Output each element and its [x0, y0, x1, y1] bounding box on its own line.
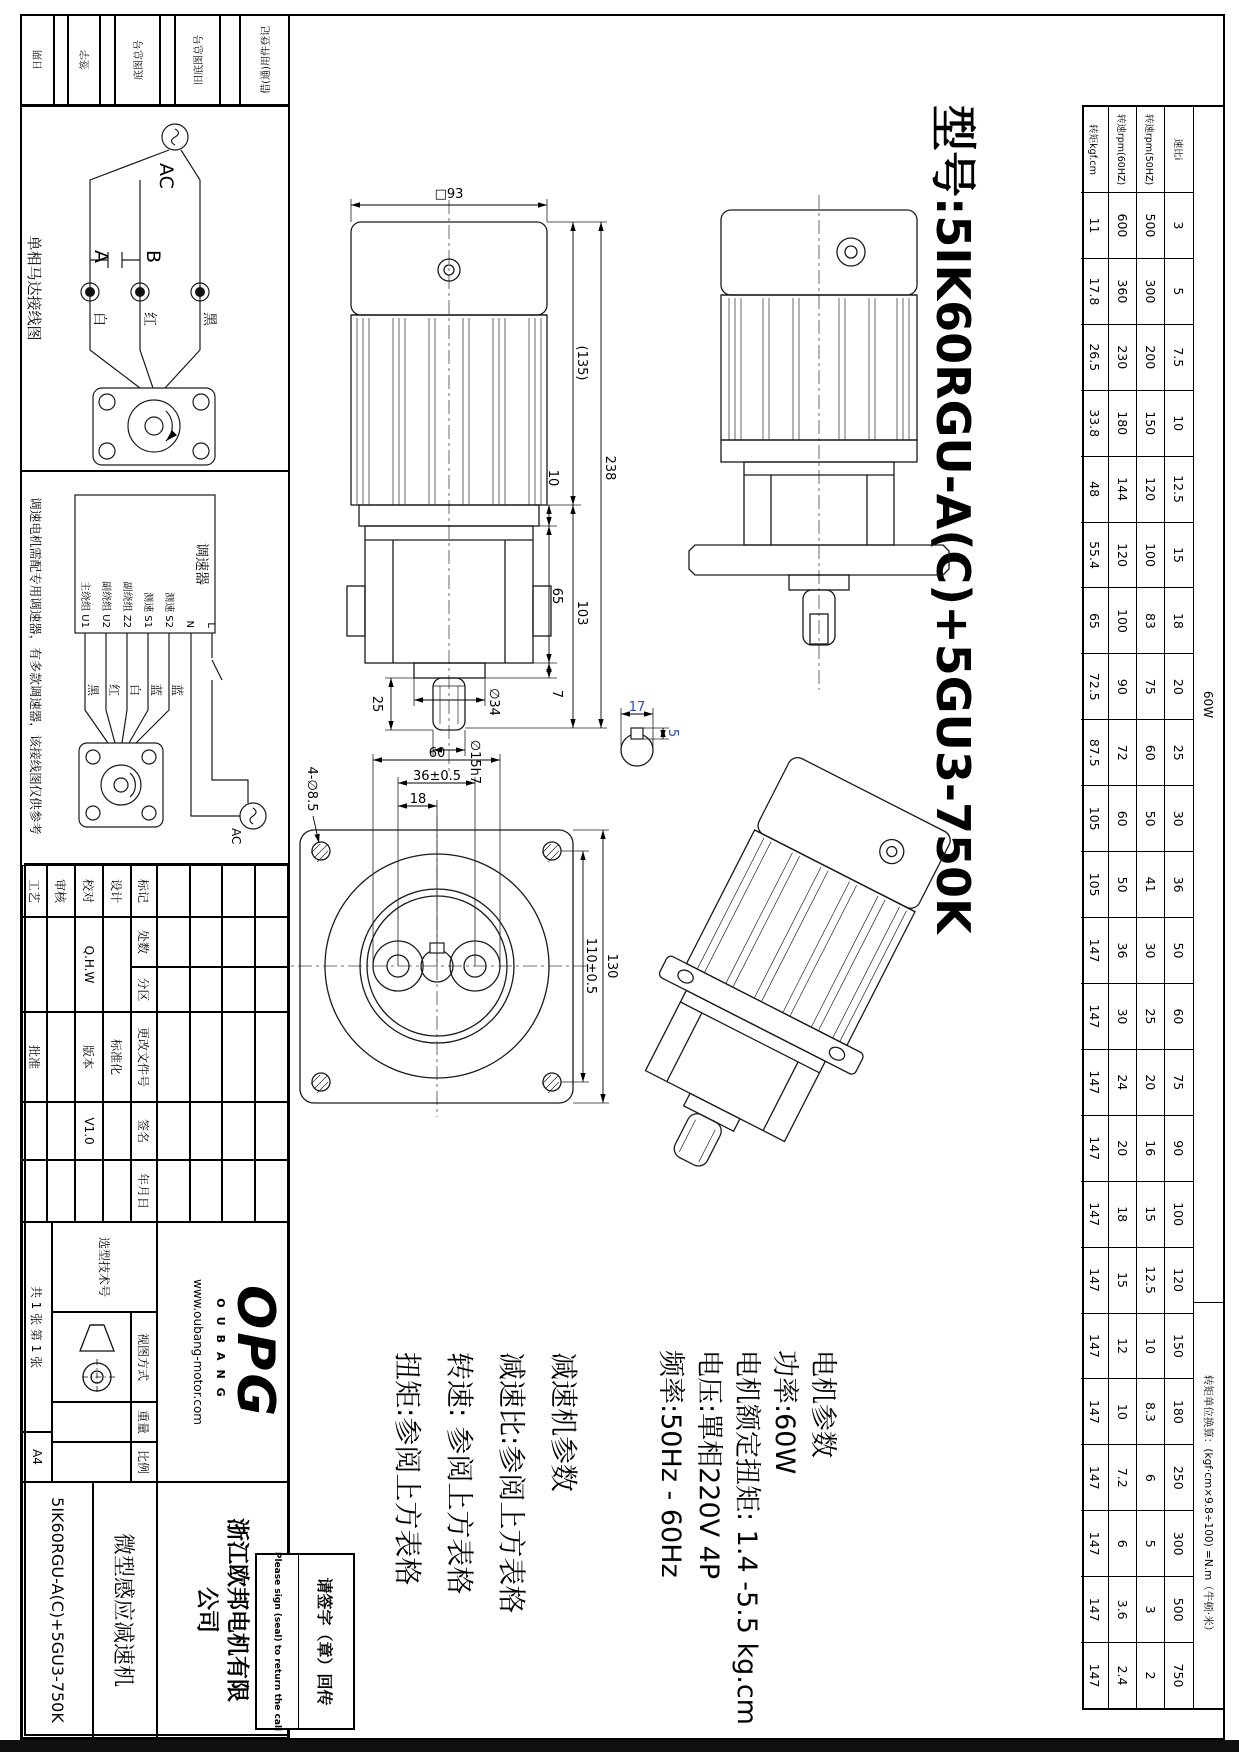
- product-name: 微型感应减速机: [93, 1482, 157, 1738]
- spec-cell: 75: [1165, 1049, 1193, 1115]
- terminal-s2: 测速 S2: [163, 592, 174, 628]
- change-record-cell: [255, 1012, 288, 1102]
- wire-red-label: 红: [141, 312, 157, 326]
- terminal-l: L: [205, 622, 216, 628]
- archive-field: 签字: [68, 14, 100, 105]
- change-record-cell: [157, 865, 190, 917]
- shaft-key-detail: [621, 700, 680, 766]
- dim-flange-pilot-span: 60: [428, 746, 446, 761]
- tb-signature: 签名: [131, 1102, 157, 1160]
- spec-cell: 150: [1137, 390, 1165, 456]
- spec-cell: 3: [1165, 192, 1193, 258]
- archive-blank: [220, 14, 240, 105]
- spec-cell: 147: [1081, 1181, 1109, 1247]
- side-view: [689, 195, 949, 690]
- dim-flange-pair-span: 36±0.5: [412, 769, 462, 784]
- wire-black-label: 黑: [201, 312, 217, 326]
- spec-cell: 55.4: [1081, 522, 1109, 588]
- change-record-cell: [223, 1012, 256, 1102]
- wiring-diagram-single-phase: [20, 105, 290, 470]
- spec-cell: 147: [1081, 1247, 1109, 1313]
- spec-table-annotation-row: [1193, 107, 1223, 1708]
- oubang-logo-sub: OUBANG: [214, 1298, 227, 1406]
- archive-blank: [100, 14, 115, 105]
- spec-row-header: 转矩kgf.cm: [1081, 107, 1109, 192]
- spec-cell: 12.5: [1165, 456, 1193, 522]
- spec-cell: 72.5: [1081, 653, 1109, 719]
- motor-flange-symbol-2: [79, 743, 163, 827]
- spec-cell: 25: [1137, 983, 1165, 1049]
- archive-strip: [20, 14, 290, 105]
- spec-cell: 33.8: [1081, 390, 1109, 456]
- spec-cell: 105: [1081, 785, 1109, 851]
- dim-flange-hole-span: 110±0.5: [583, 937, 598, 995]
- title-block: [24, 863, 290, 1736]
- spec-cell: 50: [1137, 785, 1165, 851]
- spec-cell: 17.8: [1081, 258, 1109, 324]
- flange-view-dimensions: [304, 746, 619, 1103]
- sign-request-cn: 请签字（章）回传: [315, 1577, 335, 1706]
- spec-cell: 15: [1165, 522, 1193, 588]
- tb-check: 校对: [75, 865, 103, 917]
- tb-process: 工艺: [22, 865, 47, 917]
- dim-hub-length: 7: [549, 689, 564, 699]
- tb-design: 设计: [103, 865, 131, 917]
- wiring-diagram-controller: [20, 470, 290, 863]
- change-record-cell: [223, 865, 256, 917]
- torque-conversion-note: 转矩单位换算：(kgf·cm×9.8÷100) =N.m（牛顿·米）: [1202, 1374, 1214, 1637]
- spec-cell: 100: [1109, 587, 1137, 653]
- tb-version: V1.0: [75, 1102, 103, 1160]
- terminal-a-label: A: [90, 250, 112, 263]
- wire2-red: 红: [107, 684, 121, 697]
- isometric-view: [589, 745, 972, 1211]
- spec-cell: 150: [1165, 1313, 1193, 1379]
- flange-view: [286, 816, 587, 1117]
- spec-cell: 147: [1081, 983, 1109, 1049]
- spec-cell: 65: [1081, 587, 1109, 653]
- spec-cell: 20: [1165, 653, 1193, 719]
- spec-cell: 60: [1109, 785, 1137, 851]
- tb-scale-value: [52, 1442, 131, 1482]
- spec-cell: 120: [1109, 522, 1137, 588]
- change-record-cell: [255, 917, 288, 967]
- spec-row-header: 转速rpm(60HZ): [1109, 107, 1137, 192]
- ac-label-2: AC: [229, 828, 243, 845]
- spec-row-header: 速比i: [1172, 138, 1183, 161]
- change-record-cell: [255, 865, 288, 917]
- terminal-s1: 测速 S1: [142, 592, 153, 628]
- change-record-cell: [157, 1160, 190, 1222]
- archive-blank: [54, 14, 68, 105]
- change-record-cell: [190, 1160, 223, 1222]
- projection-symbol-cell: [52, 1312, 131, 1402]
- controller-label: 调速器: [193, 543, 209, 585]
- tb-empty-3: [47, 1102, 75, 1160]
- dim-hub-diameter: ∅34: [486, 688, 501, 716]
- change-record-cell: [223, 1102, 256, 1160]
- first-angle-projection-icon: [53, 1313, 130, 1401]
- spec-cell: 20: [1137, 1049, 1165, 1115]
- tb-sheets: 共 1 张 第 1 张: [22, 1222, 52, 1432]
- spec-row-header: 转速rpm(50HZ): [1137, 107, 1165, 192]
- spec-cell: 16: [1137, 1115, 1165, 1181]
- spec-cell: 144: [1109, 456, 1137, 522]
- spec-cell: 500: [1137, 192, 1165, 258]
- dim-key-across: 17: [628, 700, 646, 715]
- spec-cell: 8.3: [1137, 1378, 1165, 1444]
- change-record-cell: [190, 967, 223, 1012]
- spec-cell: 3: [1137, 1576, 1165, 1642]
- model-title: 型号:5IK60RGU-A(C)+5GU3-750K: [926, 105, 980, 934]
- drawing-number: 5IK60RGU-A(C)+5GU3-750K: [22, 1482, 93, 1738]
- change-record-cell: [255, 1160, 288, 1222]
- change-record-cell: [255, 1102, 288, 1160]
- change-record-cell: [157, 967, 190, 1012]
- tb-paper-size: A4: [22, 1432, 52, 1482]
- website-url: www.oubang-motor.com: [191, 1279, 205, 1425]
- spec-cell: 11: [1081, 192, 1109, 258]
- tb-approve: 批准: [22, 1012, 47, 1102]
- spec-cell: 147: [1081, 1642, 1109, 1708]
- spec-cell: 30: [1137, 917, 1165, 983]
- terminal-n: N: [184, 620, 195, 628]
- change-record-cell: [223, 967, 256, 1012]
- wire-white-label: 白: [91, 312, 107, 326]
- spec-cell: 2.4: [1109, 1642, 1137, 1708]
- reducer-params-heading: 减速机参数: [547, 1352, 580, 1493]
- tb-mark: 标记: [131, 865, 157, 917]
- spec-cell: 60: [1165, 983, 1193, 1049]
- spec-cell: 30: [1109, 983, 1137, 1049]
- dim-gear-length: 65: [549, 587, 564, 605]
- change-record-cell: [157, 1012, 190, 1102]
- spec-cell: 3.6: [1109, 1576, 1137, 1642]
- tb-standardize: 标准化: [103, 1012, 131, 1102]
- spec-cell: 6: [1109, 1510, 1137, 1576]
- spec-cell: 50: [1165, 917, 1193, 983]
- spec-cell: 230: [1109, 324, 1137, 390]
- spec-cell: 15: [1109, 1247, 1137, 1313]
- dim-body-width: □93: [434, 187, 464, 202]
- spec-cell: 18: [1165, 587, 1193, 653]
- spec-cell: 36: [1165, 851, 1193, 917]
- spec-cell: 147: [1081, 1576, 1109, 1642]
- spec-cell: 147: [1081, 1444, 1109, 1510]
- tb-empty-6: [75, 1160, 103, 1222]
- spec-cell: 36: [1109, 917, 1137, 983]
- tb-selection-no: 选型技术号: [52, 1222, 157, 1312]
- spec-cell: 750: [1165, 1642, 1193, 1708]
- dim-shaft-length: 25: [369, 695, 384, 713]
- spec-cell: 100: [1137, 522, 1165, 588]
- logo-cell: [157, 1222, 288, 1482]
- opg-logo: OPG: [225, 1285, 285, 1419]
- archive-blank: [160, 14, 175, 105]
- terminal-z2: 副绕组 Z2: [121, 581, 132, 628]
- motor-params-heading: 电机参数: [807, 1350, 838, 1458]
- spec-cell: 41: [1137, 851, 1165, 917]
- spec-table-rows: [1081, 107, 1193, 1708]
- spec-cell: 200: [1137, 324, 1165, 390]
- spec-cell: 30: [1165, 785, 1193, 851]
- reducer-speed: 转速: 参阅上方表格: [443, 1352, 476, 1595]
- tb-empty-4: [22, 1102, 47, 1160]
- spec-cell: 5: [1137, 1510, 1165, 1576]
- spec-table: [1082, 105, 1225, 1710]
- spec-cell: 15: [1137, 1181, 1165, 1247]
- change-record-cell: [223, 917, 256, 967]
- archive-field: 日期: [20, 14, 54, 105]
- motor-flange-symbol: [93, 388, 215, 465]
- tb-date: 年月日: [131, 1160, 157, 1222]
- archive-field: 借(通)用件登记: [240, 14, 290, 105]
- dim-gear-chain: 103: [574, 600, 589, 626]
- tb-empty-8: [22, 1160, 47, 1222]
- tb-change-no: 更改文件号: [131, 1012, 157, 1102]
- spec-cell: 147: [1081, 1049, 1109, 1115]
- spec-cell: 300: [1165, 1510, 1193, 1576]
- terminal-dots: [81, 283, 209, 301]
- spec-cell: 6: [1137, 1444, 1165, 1510]
- spec-cell: 48: [1081, 456, 1109, 522]
- terminal-u1: 主绕组 U1: [79, 581, 90, 628]
- company-line2: 公司: [194, 1587, 221, 1633]
- spec-cell: 10: [1109, 1378, 1137, 1444]
- tb-version-label: 版本: [75, 1012, 103, 1102]
- spec-cell: 5: [1165, 258, 1193, 324]
- spec-cell: 250: [1165, 1444, 1193, 1510]
- tb-review-sign: [47, 917, 75, 1012]
- change-record-cell: [157, 917, 190, 967]
- tb-weight: 重量: [131, 1402, 157, 1442]
- sign-request-en: Please sign (seal) to return the call: [257, 1555, 299, 1728]
- spec-cell: 25: [1165, 719, 1193, 785]
- motor-parameters: [651, 1350, 841, 1725]
- tb-empty-7: [47, 1160, 75, 1222]
- tb-scale: 比例: [131, 1442, 157, 1482]
- archive-field: 旧底图总号: [175, 14, 220, 105]
- change-record-cell: [190, 865, 223, 917]
- dim-corner-holes: 4-∅8.5: [304, 766, 319, 812]
- change-record-cell: [190, 917, 223, 967]
- spec-cell: 2: [1137, 1642, 1165, 1708]
- front-view-dimensions: [351, 187, 617, 784]
- spec-cell: 7.5: [1165, 324, 1193, 390]
- wiring1-caption: 单相马达接线图: [25, 235, 43, 341]
- archive-field: 底图总号: [115, 14, 160, 105]
- reducer-ratio: 减速比:参阅上方表格: [495, 1352, 528, 1614]
- spec-cell: 26.5: [1081, 324, 1109, 390]
- tb-review: 审核: [47, 865, 75, 917]
- wire2-black: 黑: [86, 684, 100, 697]
- spec-cell: 72: [1109, 719, 1137, 785]
- tb-weight-value: [52, 1402, 131, 1442]
- spec-cell: 20: [1109, 1115, 1137, 1181]
- dim-flange-outer: 130: [604, 953, 619, 979]
- spec-cell: 147: [1081, 1313, 1109, 1379]
- motor-frequency: 频率:50Hz - 60Hz: [655, 1350, 686, 1578]
- tb-view-method: 视图方式: [131, 1312, 157, 1402]
- spec-cell: 12.5: [1137, 1247, 1165, 1313]
- dim-motor-length: (135): [574, 345, 589, 381]
- dim-key-width: 5: [665, 728, 680, 738]
- spec-cell: 75: [1137, 653, 1165, 719]
- reducer-parameters: [381, 1352, 589, 1613]
- spec-cell: 120: [1137, 456, 1165, 522]
- tb-empty-5: [103, 1160, 131, 1222]
- tb-zone: 分区: [131, 967, 157, 1012]
- spec-cell: 180: [1165, 1378, 1193, 1444]
- dim-flange-half-span: 18: [409, 792, 427, 807]
- reducer-torque: 扭矩:参阅上方表格: [391, 1352, 424, 1586]
- wire2-white: 白: [128, 684, 142, 697]
- page-edge-bar: [0, 1740, 1239, 1752]
- spec-cell: 24: [1109, 1049, 1137, 1115]
- motor-voltage: 电压:單相220V 4P: [693, 1350, 724, 1580]
- spec-cell: 500: [1165, 1576, 1193, 1642]
- dim-flange-gap: 10: [545, 469, 560, 487]
- wire2-blue2: 蓝: [170, 684, 184, 697]
- power-rating-cell: 60W: [1194, 107, 1223, 1303]
- spec-cell: 147: [1081, 1115, 1109, 1181]
- wiring2-note: 调速电机需配专用调速器，有多款调速器，该接线图仅供参考: [28, 497, 43, 835]
- spec-cell: 147: [1081, 917, 1109, 983]
- spec-cell: 100: [1165, 1181, 1193, 1247]
- spec-cell: 90: [1165, 1115, 1193, 1181]
- spec-cell: 12: [1109, 1313, 1137, 1379]
- spec-cell: 120: [1165, 1247, 1193, 1313]
- change-record-cell: [190, 1102, 223, 1160]
- motor-rated-torque: 电机额定扭矩: 1.4 -5.5 kg.cm: [731, 1350, 762, 1725]
- front-view: [347, 200, 551, 775]
- sign-request-box: [255, 1553, 355, 1730]
- tb-empty-1: [47, 1012, 75, 1102]
- change-record-cell: [255, 967, 288, 1012]
- spec-cell: 87.5: [1081, 719, 1109, 785]
- spec-cell: 50: [1109, 851, 1137, 917]
- spec-cell: 60: [1137, 719, 1165, 785]
- tb-process-sign: [22, 917, 47, 1012]
- spec-cell: 147: [1081, 1378, 1109, 1444]
- spec-cell: 300: [1137, 258, 1165, 324]
- spec-cell: 10: [1137, 1313, 1165, 1379]
- tb-empty-2: [103, 1102, 131, 1160]
- tb-check-sign: Q.H.W: [75, 917, 103, 1012]
- spec-cell: 10: [1165, 390, 1193, 456]
- spec-cell: 105: [1081, 851, 1109, 917]
- spec-cell: 600: [1109, 192, 1137, 258]
- terminal-u2: 副绕组 U2: [100, 581, 111, 628]
- wire2-blue1: 蓝: [149, 684, 163, 697]
- motor-power: 功率:60W: [769, 1350, 800, 1475]
- spec-cell: 360: [1109, 258, 1137, 324]
- change-record-cell: [157, 1102, 190, 1160]
- spec-cell: 90: [1109, 653, 1137, 719]
- spec-cell: 18: [1109, 1181, 1137, 1247]
- dim-total-length: 238: [602, 455, 617, 481]
- spec-cell: 83: [1137, 587, 1165, 653]
- terminal-b-label: B: [142, 250, 164, 264]
- change-record-cell: [190, 1012, 223, 1102]
- tb-design-sign: [103, 917, 131, 1012]
- dim-shaft-diameter: ∅15h7: [467, 739, 482, 785]
- tb-count: 处数: [131, 917, 157, 967]
- spec-cell: 7.2: [1109, 1444, 1137, 1510]
- spec-cell: 147: [1081, 1510, 1109, 1576]
- spec-cell: 180: [1109, 390, 1137, 456]
- company-line1: 浙江欧邦电机有限: [224, 1518, 251, 1702]
- drawing-views: [279, 105, 1079, 1360]
- ac-label: AC: [155, 163, 177, 189]
- change-record-cell: [223, 1160, 256, 1222]
